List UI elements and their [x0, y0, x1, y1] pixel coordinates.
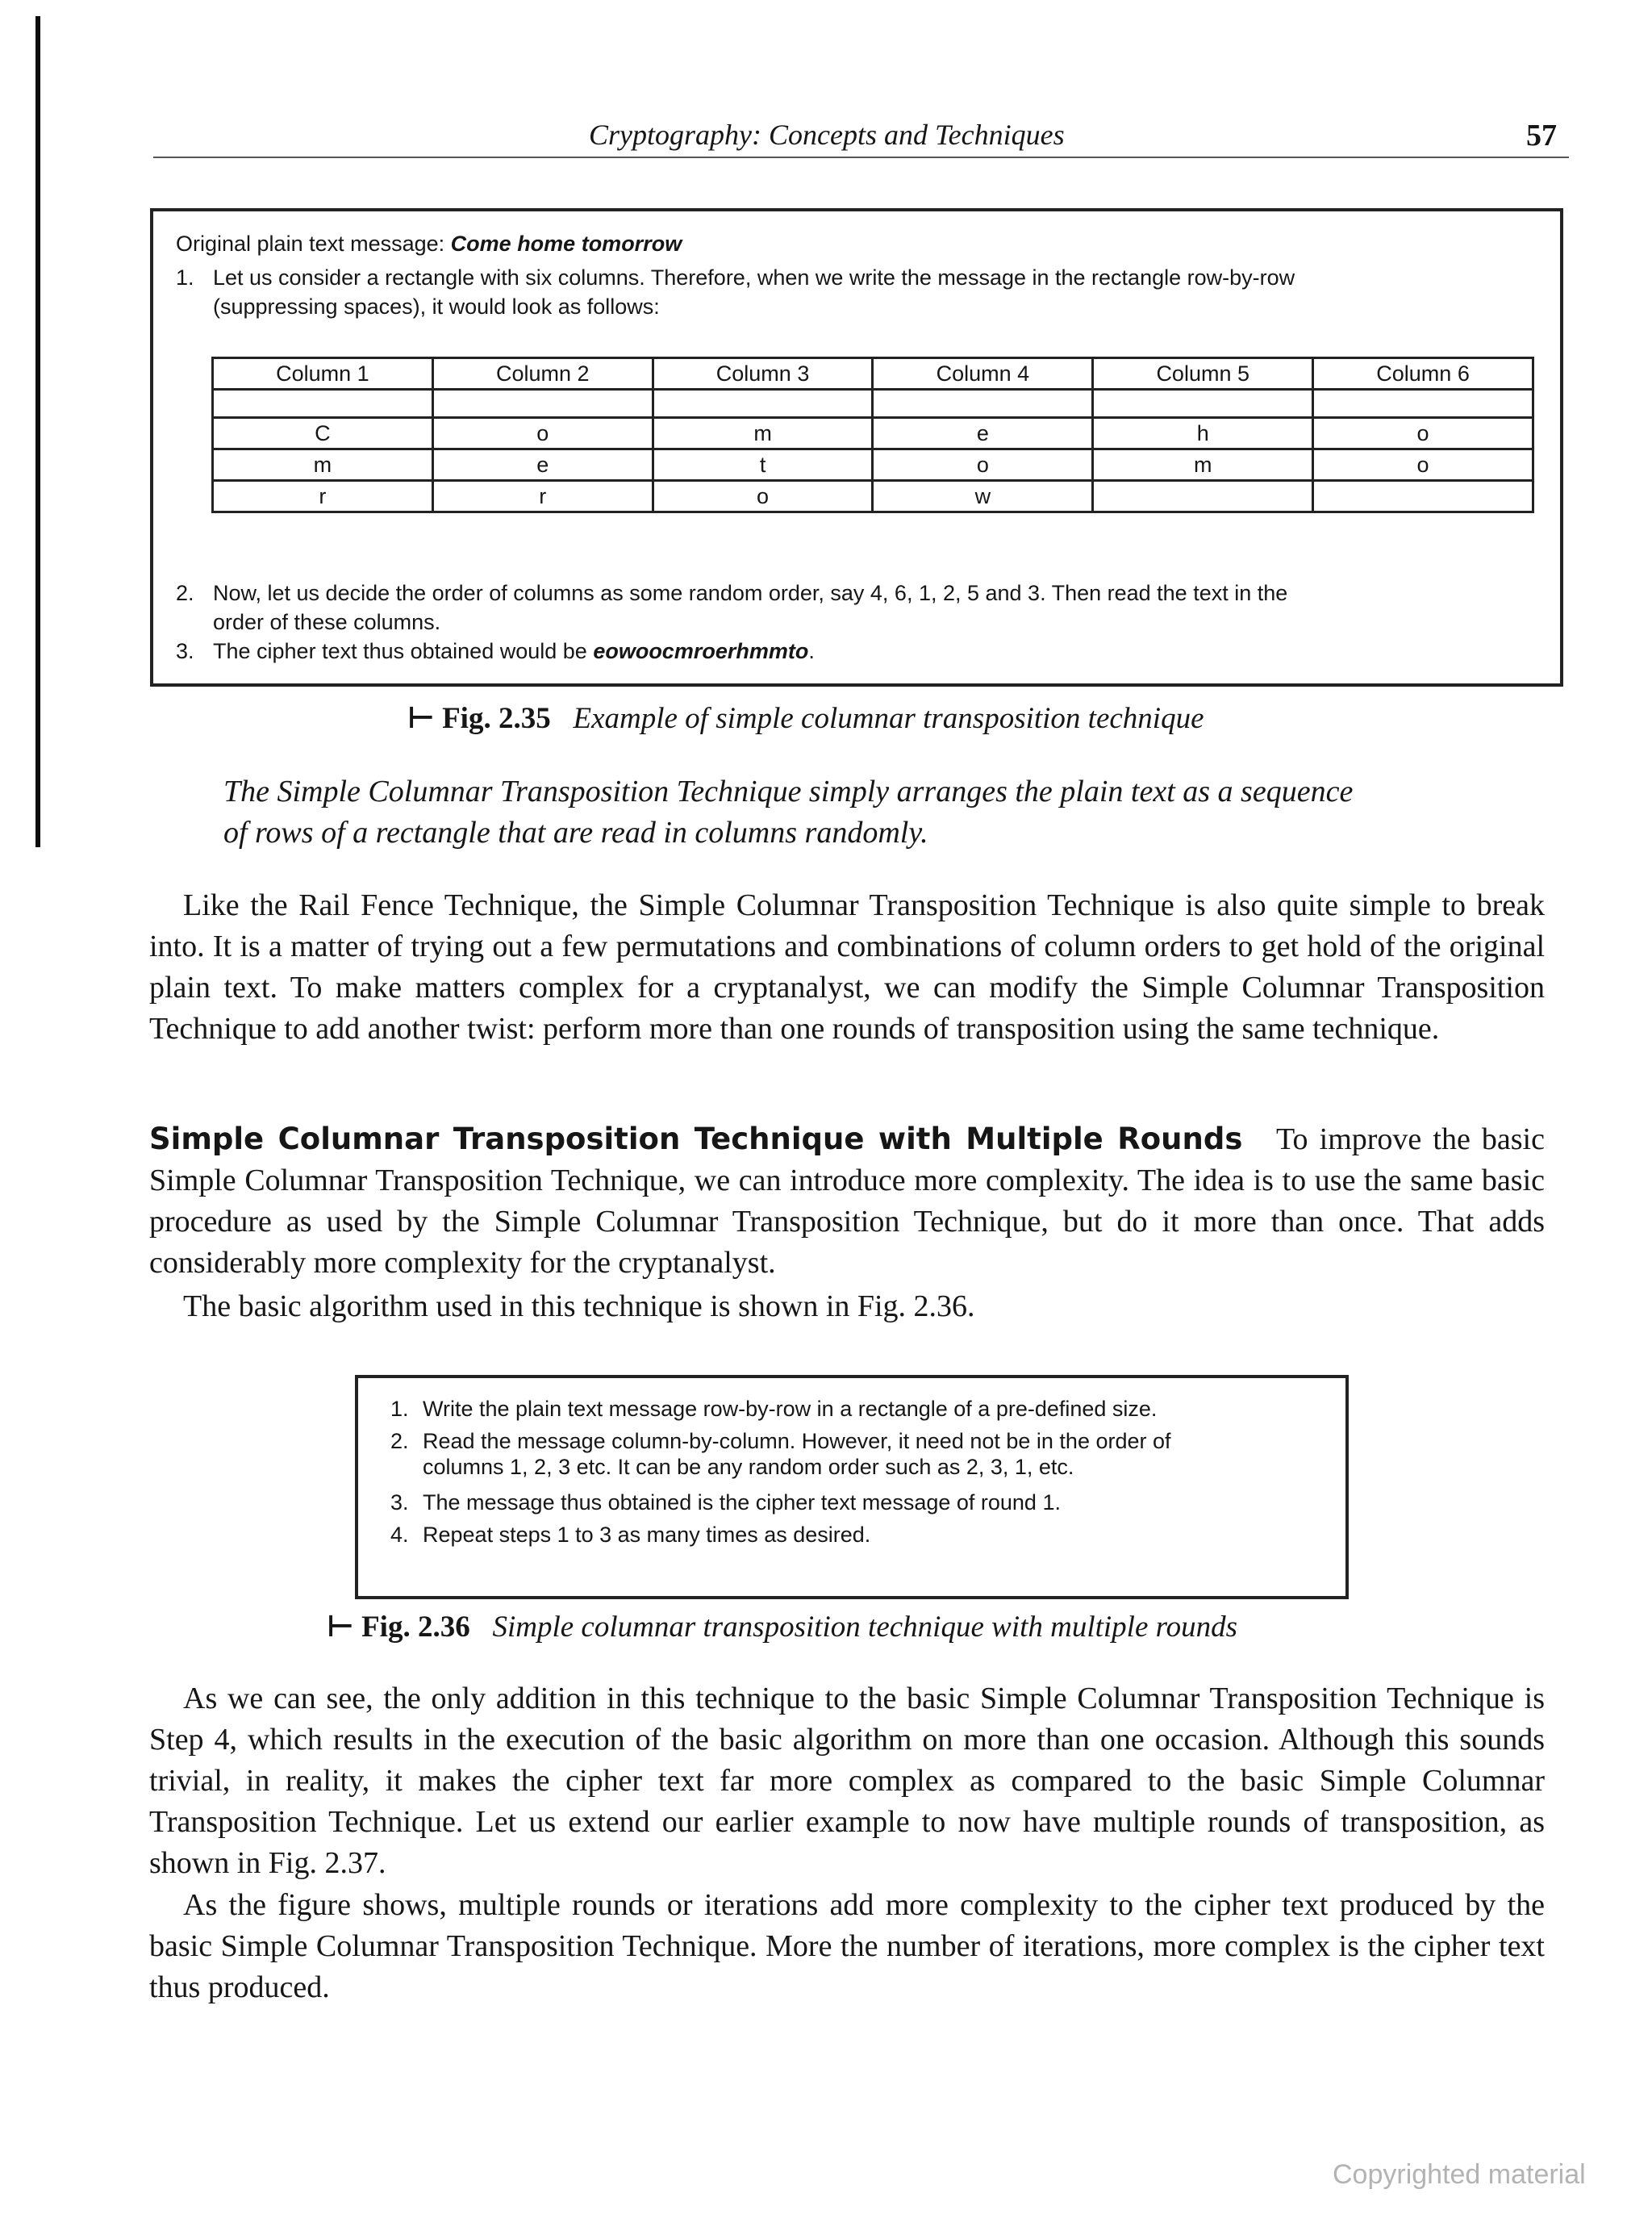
step-number: 2. [390, 1429, 409, 1453]
caption-number: Fig. 2.36 [361, 1611, 470, 1644]
table-cell: e [432, 449, 653, 481]
table-cell [1313, 481, 1533, 512]
margin-bar [35, 16, 40, 847]
step-text: Write the plain text message row-by-row in a rectangle of a pre-defined size. [423, 1397, 1158, 1421]
header-rule [153, 157, 1569, 158]
caption-title: Example of simple columnar transposition technique [573, 702, 1204, 735]
running-title: Cryptography: Concepts and Techniques [589, 119, 1065, 151]
step-text: The message thus obtained is the cipher text message of round 1. [423, 1490, 1061, 1514]
step-text: Read the message column-by-column. However, it need not be in the order of [423, 1429, 1171, 1453]
table-cell: w [873, 481, 1093, 512]
table-cell: o [1313, 418, 1533, 449]
caption-number: Fig. 2.35 [442, 702, 551, 735]
table-row [213, 481, 1533, 512]
table-cell [873, 390, 1093, 418]
paragraph-2: As we can see, the only addition in this technique to the basic Simple Columnar Transposition Technique is Step 4, which results in the execution of the basic algorithm on more than one occasion. Although this sounds trivial, in reality, it makes the cipher text far more complex as compared to the basic Simple Columnar Transposition Technique. Let us extend our earlier example to now have multiple rounds of transposition, as shown in Fig. 2.37. [149, 1682, 1545, 1880]
column-header: Column 5 [1093, 358, 1313, 390]
step-number: 3. [390, 1490, 409, 1514]
section-text: To improve the basic Simple Columnar Transposition Technique, we can introduce more complexity. The idea is to use the same basic procedure as used by the Simple Columnar Transposition Technique, but do it more than once. That adds considerably more complexity for the cryptanalyst. [149, 1122, 1545, 1280]
table-row [213, 449, 1533, 481]
step-text: order of these columns. [213, 610, 441, 634]
copyright-watermark: Copyrighted material [1333, 2159, 1586, 2190]
table-cell [1313, 390, 1533, 418]
table-cell: o [873, 449, 1093, 481]
table-cell: C [213, 418, 433, 449]
table-cell [432, 390, 653, 418]
original-message: Come home tomorrow [450, 232, 682, 256]
table-cell [1093, 481, 1313, 512]
paragraph-3: As the figure shows, multiple rounds or iterations add more complexity to the cipher text produced by the basic Simple Columnar Transposition Technique. More the number of iterations, more complex is the cipher text thus produced. [149, 1888, 1545, 2004]
column-header: Column 1 [213, 358, 433, 390]
step-text: Repeat steps 1 to 3 as many times as desired. [423, 1523, 871, 1547]
period: . [808, 639, 815, 663]
step-number: 3. [176, 639, 194, 663]
table-header-row [213, 358, 1533, 390]
table-cell [653, 390, 873, 418]
table-cell: h [1093, 418, 1313, 449]
step-text: Let us consider a rectangle with six columns. Therefore, when we write the message in the rectangle row-by-row [213, 265, 1295, 290]
summary-line: The Simple Columnar Transposition Technique simply arranges the plain text as a sequence [223, 775, 1354, 808]
section-paragraph [149, 1118, 1545, 1284]
step-number: 1. [390, 1397, 409, 1421]
table-row [213, 390, 1533, 418]
figure-2-36-caption [327, 1609, 1237, 1644]
table-cell: m [1093, 449, 1313, 481]
original-message-line [176, 229, 682, 258]
figure-2-35-caption [407, 700, 1204, 736]
column-header: Column 6 [1313, 358, 1533, 390]
cipher-text: eowoocmroerhmmto [593, 639, 809, 663]
paragraph-1: Like the Rail Fence Technique, the Simple Columnar Transposition Technique is also quite simple to break into. It is a matter of trying out a few permutations and combinations of column orders to get hold of the original plain text. To make matters complex for a cryptanalyst, we can modify the Simple Columnar Transposition Technique to add another twist: perform more than one rounds of transposition using the same technique. [149, 888, 1545, 1046]
table-cell: r [213, 481, 433, 512]
running-head [153, 118, 1573, 153]
italic-summary [223, 771, 1595, 854]
step-number: 2. [176, 581, 194, 605]
original-message-label: Original plain text message: [176, 232, 451, 256]
figure-2-36-box [355, 1375, 1349, 1599]
table-cell: m [213, 449, 433, 481]
basic-algorithm-line: The basic algorithm used in this technique is shown in Fig. 2.36. [183, 1289, 975, 1323]
step-text: columns 1, 2, 3 etc. It can be any random order such as 2, 3, 1, etc. [423, 1455, 1074, 1479]
table-cell: o [653, 481, 873, 512]
column-table [211, 357, 1534, 513]
column-header: Column 2 [432, 358, 653, 390]
step-number: 4. [390, 1523, 409, 1547]
caption-title: Simple columnar transposition technique with multiple rounds [492, 1611, 1238, 1644]
table-cell: o [432, 418, 653, 449]
table-cell: r [432, 481, 653, 512]
column-header: Column 3 [653, 358, 873, 390]
step-text: The cipher text thus obtained would be [213, 639, 594, 663]
table-cell: m [653, 418, 873, 449]
table-cell [213, 390, 433, 418]
summary-line: of rows of a rectangle that are read in columns randomly. [223, 816, 928, 850]
step-text: (suppressing spaces), it would look as follows: [213, 295, 660, 319]
table-cell: o [1313, 449, 1533, 481]
table-row [213, 418, 1533, 449]
section-heading: Simple Columnar Transposition Technique with Multiple Rounds [149, 1122, 1243, 1156]
figure-2-35-box [150, 208, 1563, 687]
column-header: Column 4 [873, 358, 1093, 390]
table-cell: t [653, 449, 873, 481]
step-number: 1. [176, 265, 194, 290]
caption-marker-icon: ⊢ [407, 700, 435, 735]
page-number: 57 [1526, 119, 1557, 152]
table-cell: e [873, 418, 1093, 449]
caption-marker-icon: ⊢ [327, 1609, 354, 1644]
step-text: Now, let us decide the order of columns as some random order, say 4, 6, 1, 2, 5 and 3. Then read the text in the [213, 581, 1288, 605]
table-cell [1093, 390, 1313, 418]
step-text-line [213, 637, 815, 666]
